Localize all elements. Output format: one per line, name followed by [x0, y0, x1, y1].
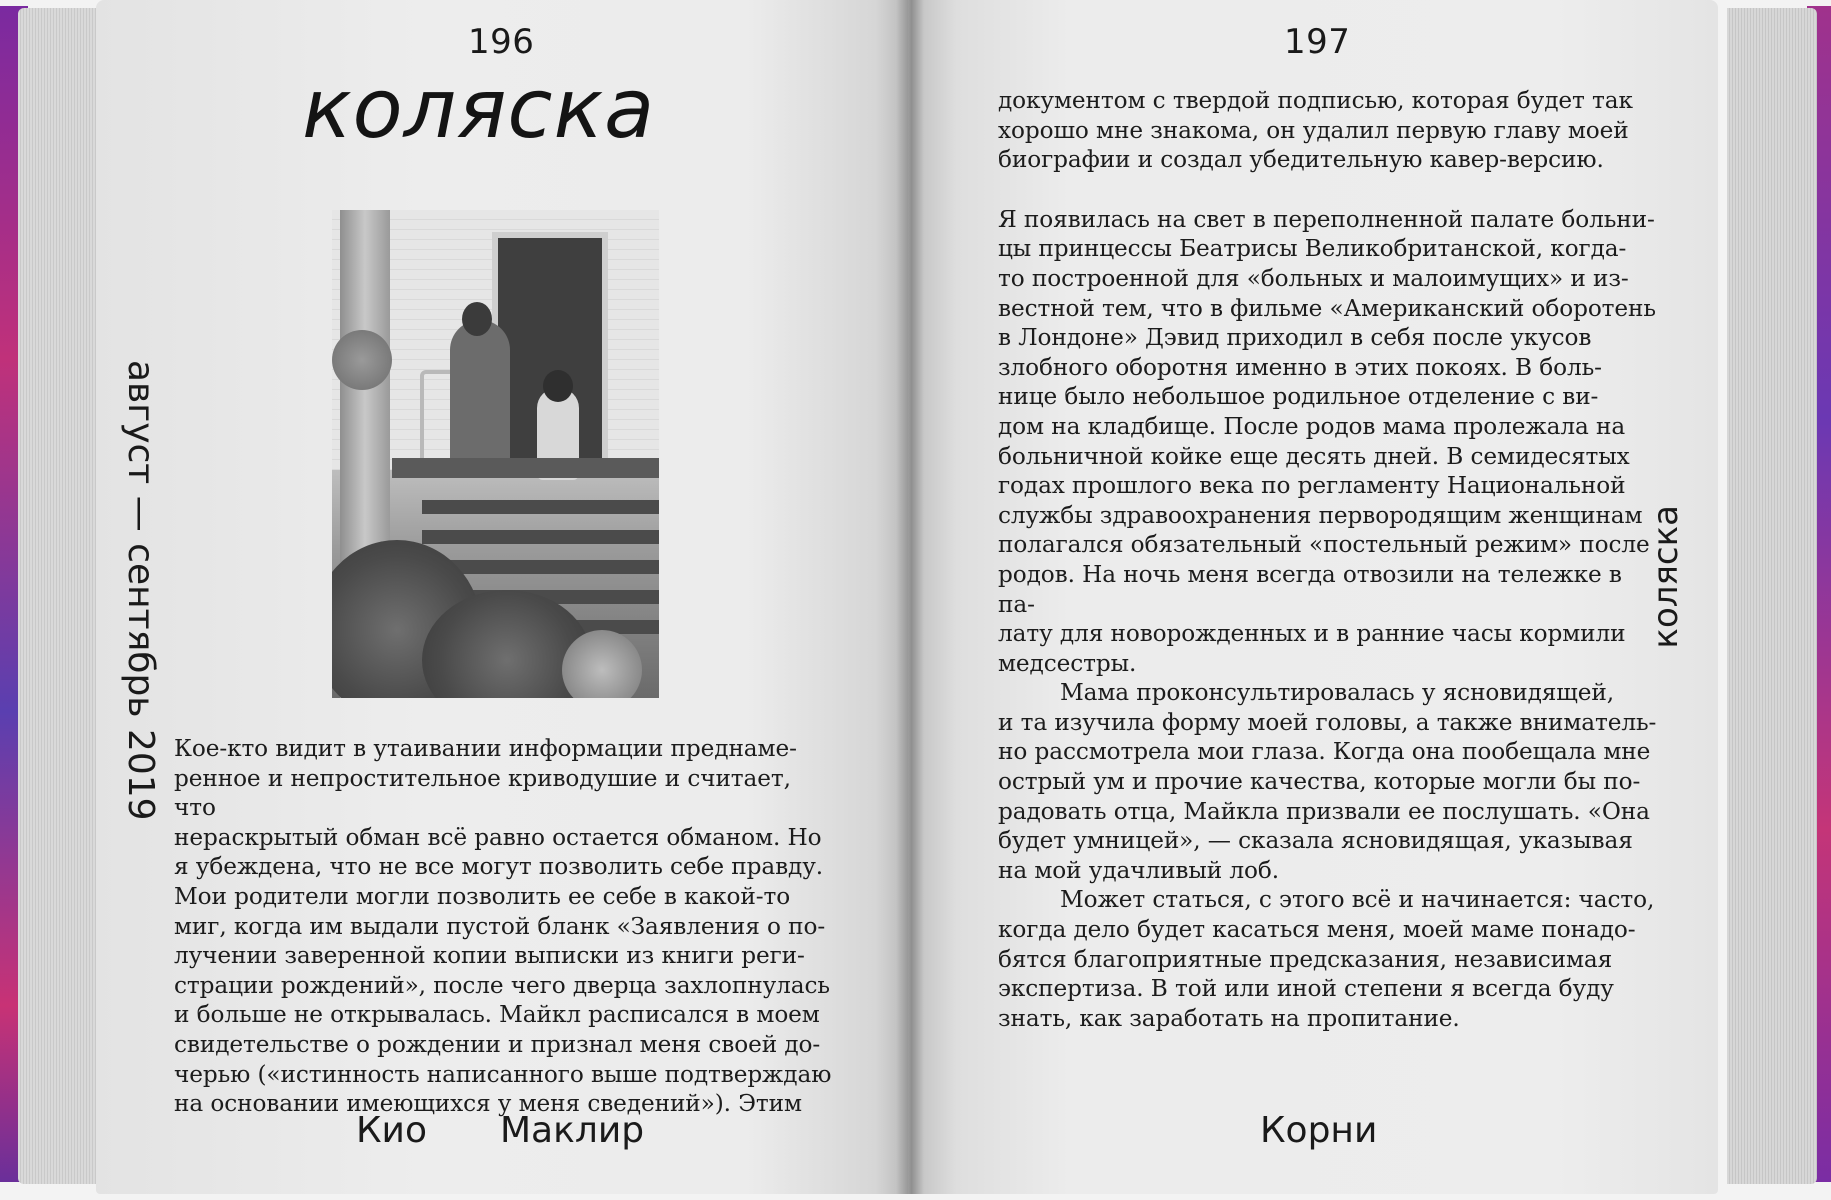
text-line: черью («истинность написанного выше подтверждаю [174, 1060, 832, 1088]
family-photo [332, 210, 659, 698]
page-edges-right [1727, 8, 1817, 1184]
text-line: острый ум и прочие качества, которые могли бы по- [998, 768, 1641, 796]
text-line: то построенной для «больных и малоимущих» и из- [998, 264, 1629, 292]
date-caption: август — сентябрь 2019 [120, 360, 161, 821]
text-line: Мама проконсультировалась у ясновидящей, [1060, 679, 1615, 707]
text-line: экспертиза. В той или иной степени я всегда буду [998, 975, 1614, 1003]
text-line: знать, как заработать на пропитание. [998, 1004, 1460, 1032]
text-line: на мой удачливый лоб. [998, 856, 1279, 884]
text-line: биографии и создал убедительную кавер-версию. [998, 146, 1604, 174]
text-line: документом с твердой подписью, которая будет так [998, 87, 1633, 114]
book-spine-fold [896, 0, 924, 1194]
text-line: свидетельстве о рождении и признал меня своей до- [174, 1030, 821, 1058]
right-body-text [998, 86, 1658, 1033]
text-line: в Лондоне» Дэвид приходил в себя после укусов [998, 324, 1592, 352]
left-page-number: 196 [468, 22, 535, 62]
text-line: радовать отца, Майкла призвали ее послушать. «Она [998, 797, 1650, 825]
text-line: но рассмотрела мои глаза. Когда она пообещала мне [998, 738, 1651, 766]
text-line: злобного оборотня именно в этих покоях. В боль- [998, 353, 1602, 381]
text-line: и та изучила форму моей головы, а также вниматель- [998, 708, 1657, 736]
text-line: на основании имеющихся у меня сведений»). Этим [174, 1090, 802, 1118]
footer-author-first: Кио [356, 1110, 427, 1151]
text-line: хорошо мне знакома, он удалил первую главу моей [998, 116, 1629, 144]
text-line: больничной койке еще десять дней. В семидесятых [998, 442, 1630, 470]
text-line: полагался обязательный «постельный режим» после [998, 531, 1650, 559]
text-line: дом на кладбище. После родов мама пролежала на [998, 412, 1626, 440]
text-line: цы принцессы Беатрисы Великобританской, когда- [998, 235, 1627, 263]
text-line: когда дело будет касаться меня, моей маме понадо- [998, 916, 1636, 944]
text-line: страции рождений», после чего дверца захлопнулась [174, 971, 830, 999]
text-line: медсестры. [998, 649, 1137, 677]
text-line: лучении заверенной копии выписки из книги реги- [174, 942, 805, 970]
left-body-text [174, 734, 834, 1119]
text-line: Кое-кто видит в утаивании информации преднаме- [174, 735, 797, 762]
text-line: Может статься, с этого всё и начинается: часто, [1060, 886, 1655, 914]
text-line: годах прошлого века по регламенту Национальной [998, 472, 1626, 500]
text-line: родов. На ночь меня всегда отвозили на тележке в па- [998, 560, 1622, 618]
text-line: Мои родители могли позволить ее себе в какой-то [174, 882, 791, 910]
text-line: будет умницей», — сказала ясновидящая, указывая [998, 827, 1633, 855]
text-line: нераскрытый обман всё равно остается обманом. Но [174, 823, 822, 851]
text-line: миг, когда им выдали пустой бланк «Заявления о по- [174, 912, 826, 940]
text-line: вестной тем, что в фильме «Американский оборотень [998, 294, 1656, 322]
footer-book-title: Корни [1260, 1110, 1378, 1151]
text-line: лату для новорожденных и в ранние часы кормили [998, 620, 1626, 648]
right-page-number: 197 [1284, 22, 1351, 62]
text-line: бятся благоприятные предсказания, независимая [998, 945, 1613, 973]
footer-author-last: Маклир [500, 1110, 645, 1151]
text-line: службы здравоохранения первородящим женщинам [998, 501, 1643, 529]
text-line: Я появилась на свет в переполненной палате больни- [998, 205, 1655, 233]
text-line: нице было небольшое родильное отделение с ви- [998, 383, 1599, 411]
text-line: ренное и непростительное криводушие и считает, что [174, 764, 791, 822]
chapter-title: коляска [302, 62, 656, 157]
text-line: и больше не открывалась. Майкл расписался в моем [174, 1001, 820, 1029]
chapter-caption: коляска [1646, 505, 1686, 649]
text-line: я убеждена, что не все могут позволить себе правду. [174, 853, 824, 881]
